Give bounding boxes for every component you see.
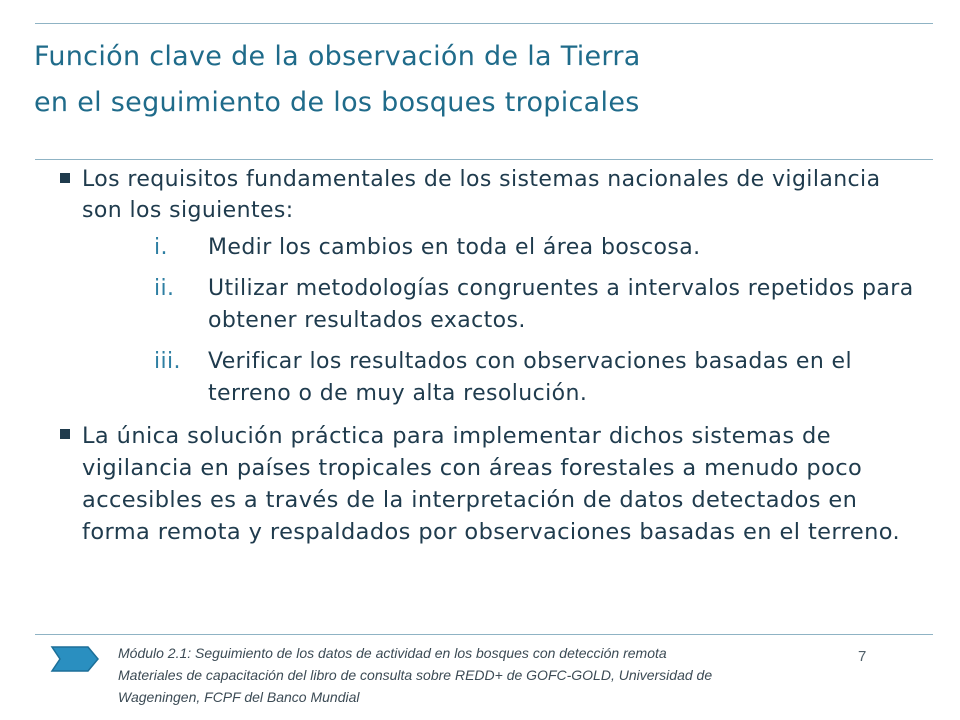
title-line-1: Función clave de la observación de la Tierra <box>34 41 641 72</box>
slide-body <box>60 164 920 548</box>
roman-numeral: ii. <box>154 276 175 301</box>
sublist-item <box>82 232 920 264</box>
square-bullet-icon <box>60 173 70 183</box>
footer-divider <box>35 634 933 635</box>
bullet-item <box>60 164 920 410</box>
footer-line-1: Módulo 2.1: Seguimiento de los datos de actividad en los bosques con detección remota <box>118 645 667 661</box>
title-line-2: en el seguimiento de los bosques tropicales <box>34 87 640 118</box>
roman-sublist <box>82 232 920 410</box>
bullet-text: La única solución práctica para implementar dichos sistemas de vigilancia en países tropicales con áreas forestales a menudo poco accesibles es a través de la interpretación de datos detectados en forma remota y respaldados por observaciones basadas en el terreno. <box>82 423 901 545</box>
footer-line-2: Materiales de capacitación del libro de consulta sobre REDD+ de GOFC-GOLD, Universidad de <box>118 667 713 683</box>
sublist-item <box>82 346 920 410</box>
square-bullet-icon <box>60 429 70 439</box>
roman-numeral: iii. <box>154 349 181 374</box>
bullet-text: Los requisitos fundamentales de los sistemas nacionales de vigilancia son los siguientes: <box>82 167 881 223</box>
footer-citation <box>118 642 838 708</box>
top-divider <box>35 23 933 24</box>
chevron-arrow-icon <box>50 645 100 677</box>
footer-line-3: Wageningen, FCPF del Banco Mundial <box>118 689 360 705</box>
page-number: 7 <box>858 648 867 665</box>
sublist-item <box>82 273 920 337</box>
sublist-text: Verificar los resultados con observaciones basadas en el terreno o de muy alta resolución. <box>208 349 853 406</box>
sublist-text: Utilizar metodologías congruentes a intervalos repetidos para obtener resultados exactos. <box>208 276 914 333</box>
title-divider <box>35 159 933 160</box>
roman-numeral: i. <box>154 235 168 260</box>
slide-title <box>34 34 914 126</box>
bullet-item <box>60 420 920 548</box>
sublist-text: Medir los cambios en toda el área boscosa. <box>208 235 701 260</box>
